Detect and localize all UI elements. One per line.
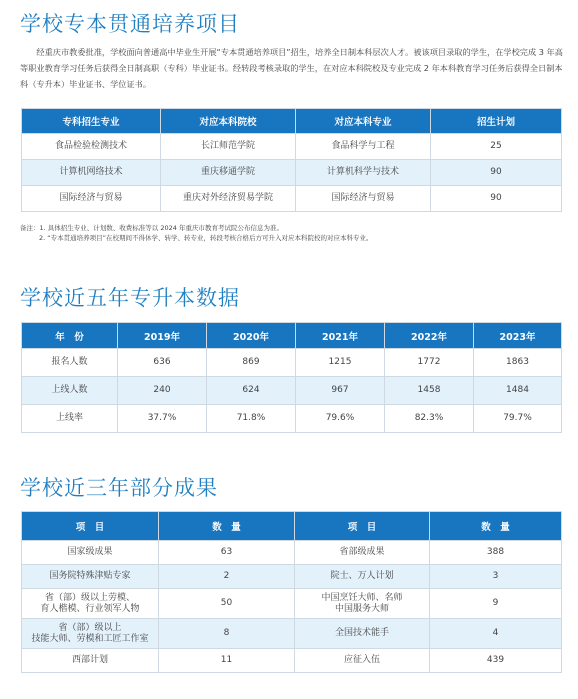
table-cell: 624 [207, 377, 296, 405]
table-row [22, 134, 562, 160]
table-cell: 重庆移通学院 [161, 160, 296, 186]
table-header-row [22, 512, 562, 541]
program-table [21, 108, 562, 212]
table-cell: 国际经济与贸易 [296, 186, 431, 212]
table-cell: 11 [159, 649, 295, 673]
table-row [22, 377, 562, 405]
table-cell: 国务院特殊津贴专家 [22, 565, 159, 589]
table-cell: 71.8% [207, 405, 296, 433]
table-cell: 2 [159, 565, 295, 589]
table-cell: 国际经济与贸易 [22, 186, 161, 212]
section-title-program: 学校专本贯通培养项目 [20, 12, 240, 36]
table-cell: 1215 [296, 349, 385, 377]
table-cell: 西部计划 [22, 649, 159, 673]
table-cell: 全国技术能手 [295, 619, 430, 649]
table-cell: 长江师范学院 [161, 134, 296, 160]
table-cell: 82.3% [385, 405, 474, 433]
section-title-achievements: 学校近三年部分成果 [20, 476, 218, 500]
table-cell: 报名人数 [22, 349, 118, 377]
table-cell: 4 [430, 619, 562, 649]
table-cell: 食品科学与工程 [296, 134, 431, 160]
table-header-cell: 专科招生专业 [22, 109, 161, 134]
table-cell: 9 [430, 589, 562, 619]
table-row [22, 160, 562, 186]
table-cell: 中国烹饪大师、名师 中国服务大师 [295, 589, 430, 619]
table-header-cell: 数 量 [430, 512, 562, 541]
note-line: 2. “专本贯通培养项目”在校期间不得休学、转学、转专业，转段考核合格后方可升入对应本科院校的对应本科专业。 [39, 234, 373, 242]
table-header-cell: 对应本科专业 [296, 109, 431, 134]
table-cell: 90 [431, 160, 562, 186]
table-cell: 240 [118, 377, 207, 405]
table-cell: 省部级成果 [295, 541, 430, 565]
note-line: 备注：1. 具体招生专业、计划数、收费标准等以 2024 年重庆市教育考试院公布信息为准。 [20, 224, 283, 232]
table-cell: 388 [430, 541, 562, 565]
table-header-cell: 2021年 [296, 323, 385, 349]
table-cell: 79.6% [296, 405, 385, 433]
table-cell: 63 [159, 541, 295, 565]
table-cell: 1484 [474, 377, 562, 405]
table-header-cell: 2022年 [385, 323, 474, 349]
table-row [22, 349, 562, 377]
achievement-table [21, 511, 562, 673]
upgrade-table [21, 322, 562, 433]
table-header-cell: 项 目 [22, 512, 159, 541]
table-row [22, 405, 562, 433]
table-notes [20, 223, 373, 243]
table-cell: 国家级成果 [22, 541, 159, 565]
table-cell: 计算机科学与技术 [296, 160, 431, 186]
table-header-cell: 2019年 [118, 323, 207, 349]
table-row [22, 649, 562, 673]
table-cell: 1458 [385, 377, 474, 405]
table-row [22, 589, 562, 619]
table-header-cell: 年 份 [22, 323, 118, 349]
table-cell: 重庆对外经济贸易学院 [161, 186, 296, 212]
table-cell: 79.7% [474, 405, 562, 433]
table-cell: 869 [207, 349, 296, 377]
table-header-row [22, 323, 562, 349]
table-cell: 计算机网络技术 [22, 160, 161, 186]
table-cell: 省（部）级以上劳模、 育人楷模、行业领军人物 [22, 589, 159, 619]
table-header-cell: 2020年 [207, 323, 296, 349]
table-header-cell: 招生计划 [431, 109, 562, 134]
table-cell: 省（部）级以上 技能大师、劳模和工匠工作室 [22, 619, 159, 649]
table-header-cell: 对应本科院校 [161, 109, 296, 134]
table-cell: 967 [296, 377, 385, 405]
table-cell: 37.7% [118, 405, 207, 433]
table-cell: 50 [159, 589, 295, 619]
table-header-cell: 数 量 [159, 512, 295, 541]
table-cell: 院士、万人计划 [295, 565, 430, 589]
table-row [22, 186, 562, 212]
table-cell: 1772 [385, 349, 474, 377]
table-cell: 上线率 [22, 405, 118, 433]
table-row [22, 565, 562, 589]
table-cell: 25 [431, 134, 562, 160]
table-header-cell: 项 目 [295, 512, 430, 541]
table-cell: 8 [159, 619, 295, 649]
table-cell: 439 [430, 649, 562, 673]
table-cell: 食品检验检测技术 [22, 134, 161, 160]
table-header-cell: 2023年 [474, 323, 562, 349]
table-cell: 636 [118, 349, 207, 377]
table-cell: 90 [431, 186, 562, 212]
section-title-upgrade: 学校近五年专升本数据 [20, 286, 240, 310]
intro-paragraph: 经重庆市教委批准，学校面向普通高中毕业生开展“专本贯通培养项目”招生，培养全日制本科层次人才。被该项目录取的学生，在学校完成 3 年高等职业教育学习任务后获得全日制高职（专科）毕业证书。经转段考核录取的学生，在对应本科院校及专业完成 2 年本科教育学习任务后获得全日制本科（专升本）毕业证书、学位证书。 [20, 47, 563, 89]
table-cell: 3 [430, 565, 562, 589]
table-row [22, 619, 562, 649]
table-cell: 1863 [474, 349, 562, 377]
table-header-row [22, 109, 562, 134]
table-cell: 上线人数 [22, 377, 118, 405]
table-cell: 应征入伍 [295, 649, 430, 673]
table-row [22, 541, 562, 565]
